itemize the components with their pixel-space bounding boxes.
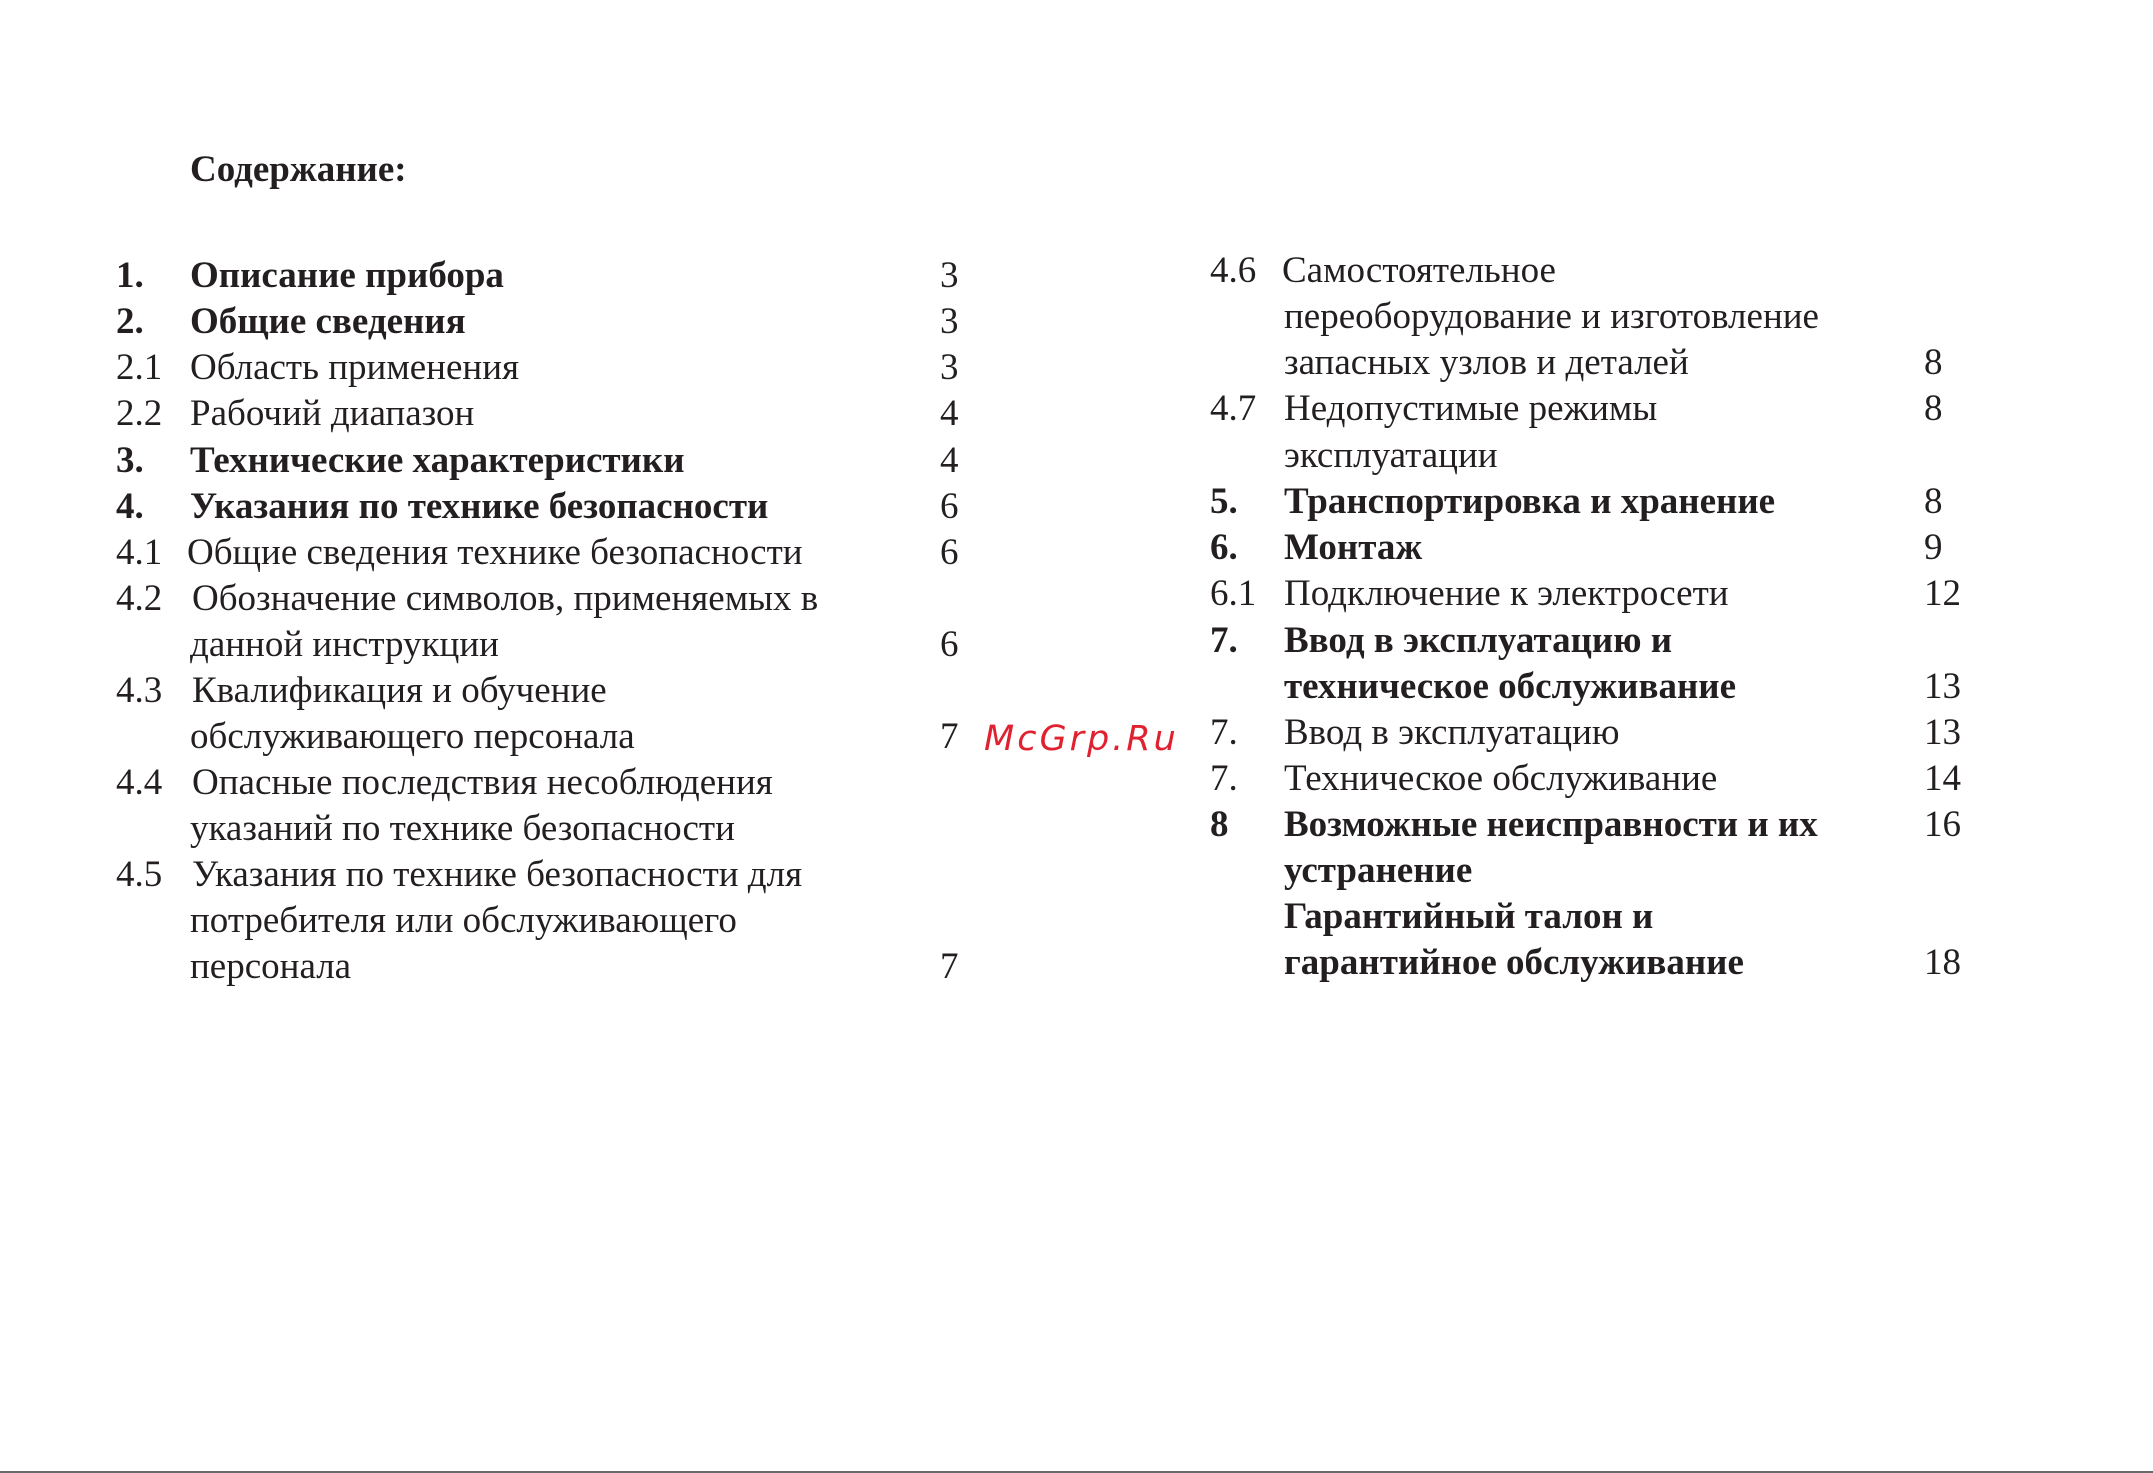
entry-number: 4.4 [116,762,163,803]
entry-number: 4. [116,486,144,527]
entry-title: запасных узлов и деталей [1284,342,1689,383]
entry-page: 13 [1924,712,1961,753]
entry-page: 6 [940,486,959,527]
entry-title: Ввод в эксплуатацию [1284,712,1620,753]
entry-title: Область применения [190,347,520,388]
entry-number: 6.1 [1210,573,1257,614]
entry-number: 4.1 [116,532,163,573]
entry-number: 2.2 [116,393,163,434]
entry-number: 8 [1210,804,1229,845]
entry-page: 18 [1924,942,1961,983]
entry-title: Общие сведения [190,301,466,342]
entry-title: указаний по технике безопасности [190,808,735,849]
entry-title: обслуживающего персонала [190,716,635,757]
entry-number: 7. [1210,758,1238,799]
entry-title: Подключение к электросети [1284,573,1729,614]
entry-title: Технические характеристики [190,440,685,481]
entry-page: 14 [1924,758,1961,799]
entry-title: Обозначение символов, применяемых в [192,578,819,619]
entry-number: 7. [1210,620,1238,661]
entry-number: 6. [1210,527,1238,568]
entry-page: 13 [1924,666,1961,707]
entry-title: Самостоятельное [1282,250,1556,291]
entry-page: 16 [1924,804,1961,845]
entry-page: 8 [1924,342,1943,383]
entry-page: 7 [940,716,959,757]
entry-title: данной инструкции [190,624,499,665]
entry-title: переоборудование и изготовление [1284,296,1819,337]
entry-number: 1. [116,255,144,296]
entry-title: Опасные последствия несоблюдения [192,762,773,803]
entry-title: Рабочий диапазон [190,393,475,434]
entry-page: 8 [1924,388,1943,429]
entry-title: гарантийное обслуживание [1284,942,1744,983]
entry-number: 4.6 [1210,250,1257,291]
entry-number: 3. [116,440,144,481]
entry-title: Монтаж [1284,527,1423,568]
entry-page: 3 [940,301,959,342]
entry-page: 6 [940,624,959,665]
entry-title: техническое обслуживание [1284,666,1737,707]
entry-number: 4.3 [116,670,163,711]
entry-page: 3 [940,255,959,296]
entry-title: устранение [1284,850,1473,891]
entry-title: Указания по технике безопасности для [192,854,803,895]
entry-number: 4.2 [116,578,163,619]
entry-page: 9 [1924,527,1943,568]
entry-number: 4.5 [116,854,163,895]
entry-number: 2.1 [116,347,163,388]
entry-title: Описание прибора [190,255,504,296]
entry-page: 3 [940,347,959,388]
toc-heading: Содержание: [190,149,407,190]
entry-title: Гарантийный талон и [1284,896,1654,937]
entry-number: 4.7 [1210,388,1257,429]
entry-title: потребителя или обслуживающего [190,900,737,941]
entry-page: 6 [940,532,959,573]
entry-title: Общие сведения технике безопасности [187,532,803,573]
entry-page: 7 [940,946,959,987]
entry-number: 2. [116,301,144,342]
entry-title: Транспортировка и хранение [1284,481,1776,522]
entry-title: персонала [190,946,352,987]
entry-page: 8 [1924,481,1943,522]
entry-title: Квалификация и обучение [192,670,607,711]
entry-title: Возможные неисправности и их [1284,804,1818,845]
entry-number: 7. [1210,712,1238,753]
entry-title: Техническое обслуживание [1284,758,1718,799]
entry-title: Недопустимые режимы [1284,388,1658,429]
entry-page: 4 [940,440,959,481]
entry-title: эксплуатации [1284,435,1498,476]
entry-title: Указания по технике безопасности [190,486,769,527]
entry-title: Ввод в эксплуатацию и [1284,620,1673,661]
entry-page: 4 [940,393,959,434]
watermark: McGrp.Ru [984,719,1179,759]
entry-number: 5. [1210,481,1238,522]
entry-page: 12 [1924,573,1961,614]
